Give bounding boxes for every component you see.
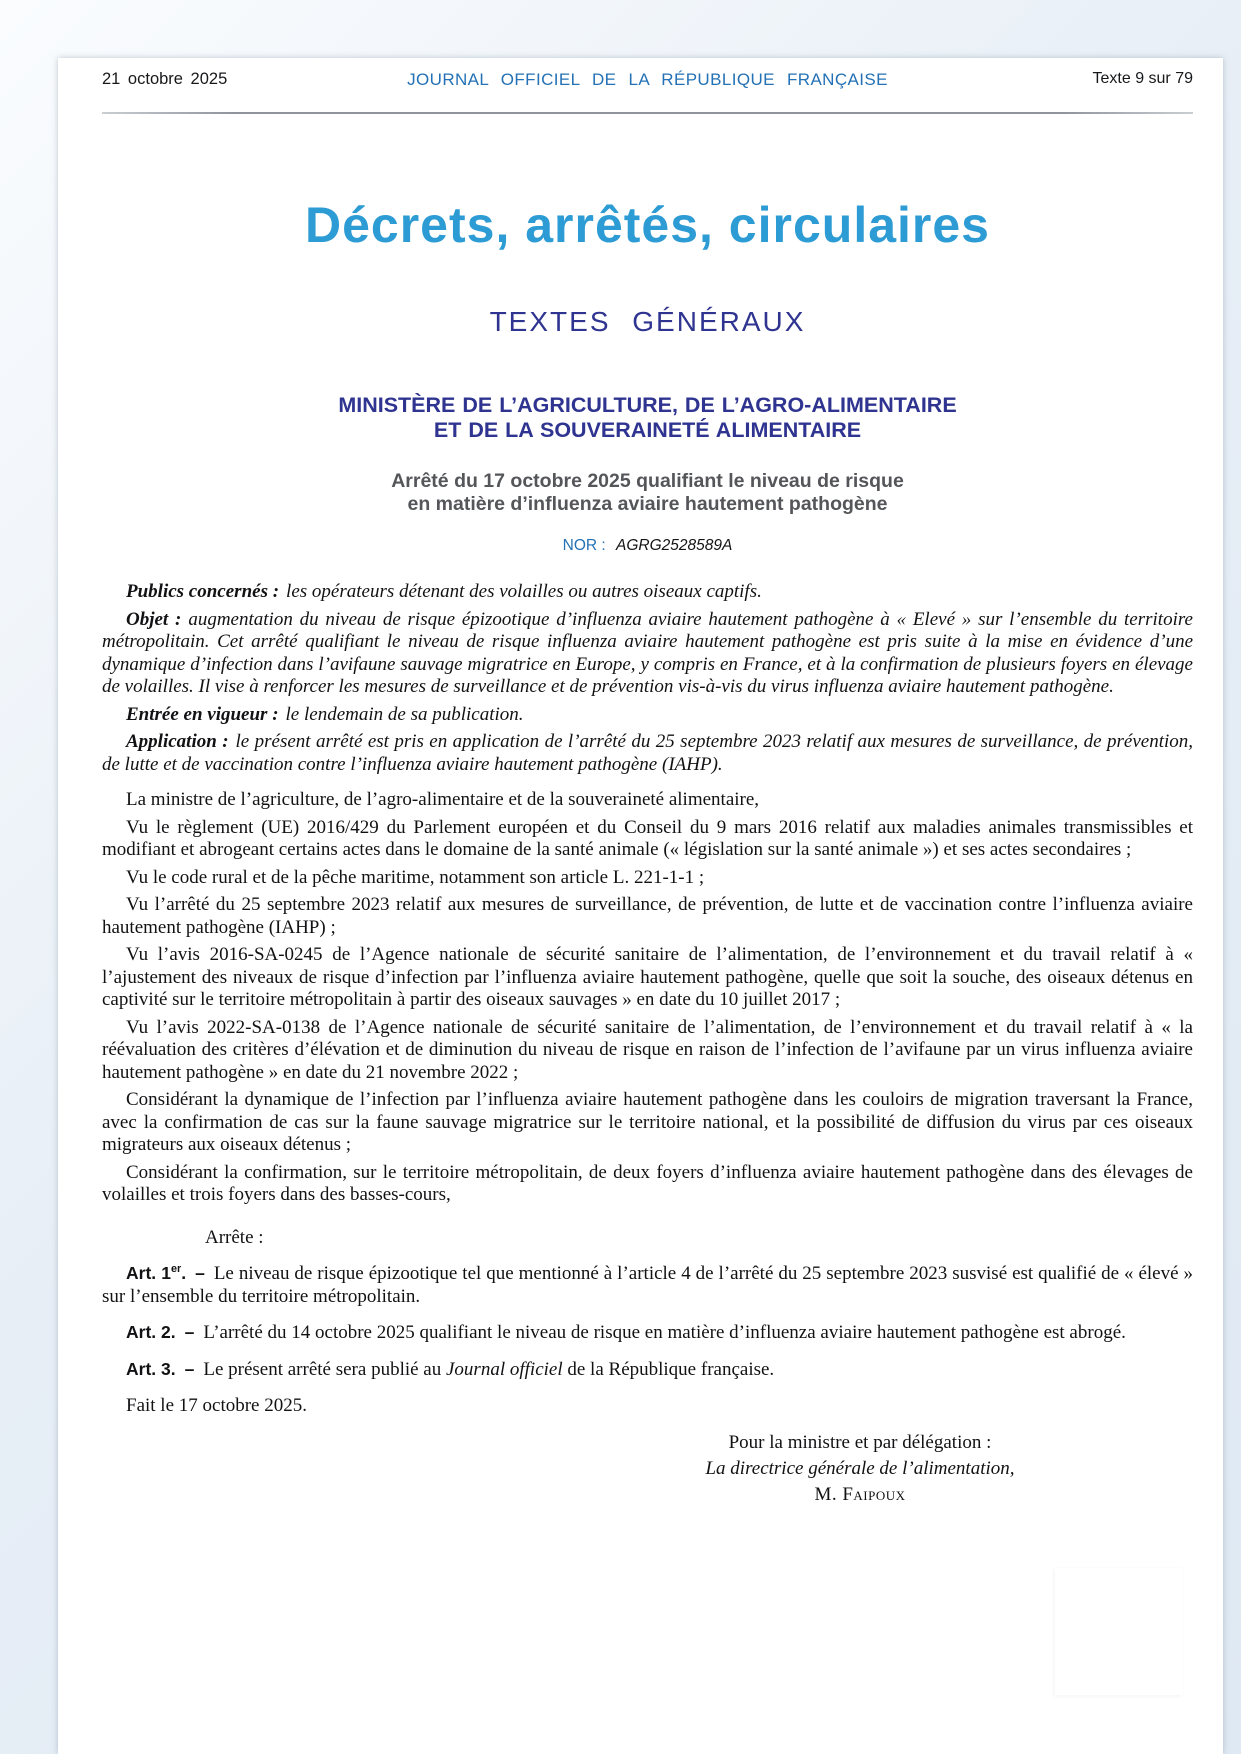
considerant-paragraph: Considérant la confirmation, sur le territoire métropolitain, de deux foyers d’influenza aviaire hautement pathogène dans des élevages de volailles et trois foyers dans des basses-cours, bbox=[102, 1161, 1193, 1205]
header-date: 21 octobre 2025 bbox=[102, 70, 228, 88]
ministry-line-2: ET DE LA SOUVERAINETÉ ALIMENTAIRE bbox=[433, 418, 862, 442]
visa-paragraph: Vu l’arrêté du 25 septembre 2023 relatif aux mesures de surveillance, de prévention, de lutte et de vaccination contre l’influenza aviaire hautement pathogène (IAHP) ; bbox=[102, 894, 1193, 938]
notice-publics bbox=[102, 581, 1193, 604]
signature-name: M. Faipoux bbox=[814, 1483, 906, 1505]
article-3-text-post: de la République française. bbox=[562, 1358, 775, 1380]
article-3-journal-officiel: Journal officiel bbox=[446, 1358, 563, 1380]
article-1-label: Art. 1er. bbox=[126, 1263, 187, 1283]
article-2-text: L’arrêté du 14 octobre 2025 qualifiant le niveau de risque en matière d’influenza aviaire hautement pathogène est abrogé. bbox=[203, 1322, 1126, 1343]
notice-objet-text: augmentation du niveau de risque épizootique d’influenza aviaire hautement pathogène à « Elevé » sur l’ensemble du territoire métropolitain. Cet arrêté qualifiant le niveau de risque influenza aviaire hautement pathogène est pris suite à la mise en évidence d’une dynamique d’infection dans l’avifaune sauvage migratrice en Europe, y compris en France, et à la confirmation de plusieurs foyers en élevage de volailles. Il vise à renforcer les mesures de surveillance et de prévention vis-à-vis du virus influenza aviaire hautement pathogène. bbox=[102, 608, 1193, 697]
act-title bbox=[102, 470, 1193, 516]
considerant-paragraph: Considérant la dynamique de l’infection par l’influenza aviaire hautement pathogène dans les couloirs de migration traversant la France, avec la confirmation de cas sur la faune sauvage migratrice sur le territoire national, et la possibilité de diffusion du virus par ces oiseaux migrateurs aux oiseaux détenus ; bbox=[102, 1089, 1193, 1155]
article-2 bbox=[102, 1321, 1193, 1345]
nor-value: AGRG2528589A bbox=[616, 537, 733, 554]
visa-paragraph: Vu le règlement (UE) 2016/429 du Parlement européen et du Conseil du 9 mars 2016 relatif aux maladies animales transmissibles et modifiant et abrogeant certains actes dans le domaine de la santé animale (« législation sur la santé animale ») et ses actes secondaires ; bbox=[102, 816, 1193, 860]
article-3-dash: – bbox=[184, 1358, 195, 1379]
ministry-line-1: MINISTÈRE DE L’AGRICULTURE, DE L’AGRO-ALIMENTAIRE bbox=[338, 393, 957, 417]
visa-paragraph: Vu l’avis 2022-SA-0138 de l’Agence nationale de sécurité sanitaire de l’alimentation, de l’environnement et du travail relatif à « la réévaluation des critères d’élévation et de diminution du niveau de risque en raison de l’infection de l’avifaune par un virus influenza aviaire hautement pathogène » en date du 21 novembre 2022 ; bbox=[102, 1016, 1193, 1083]
signature-block bbox=[580, 1430, 1140, 1508]
nor-line bbox=[102, 537, 1193, 555]
article-1-sup: er bbox=[170, 1263, 182, 1276]
notice-objet-label: Objet : bbox=[126, 608, 182, 630]
notice-application bbox=[102, 731, 1193, 776]
minister-line: La ministre de l’agriculture, de l’agro-alimentaire et de la souveraineté alimentaire, bbox=[126, 789, 760, 810]
article-1-text: Le niveau de risque épizootique tel que mentionné à l’article 4 de l’arrêté du 25 septembre 2023 susvisé est qualifié de « élevé » sur l’ensemble du territoire métropolitain. bbox=[102, 1263, 1193, 1307]
notice-objet bbox=[102, 609, 1193, 699]
article-2-label: Art. 2. bbox=[126, 1322, 176, 1342]
header-text-number: Texte 9 sur 79 bbox=[1092, 70, 1193, 87]
document-page bbox=[58, 58, 1223, 1754]
arrete-word: Arrête : bbox=[205, 1226, 264, 1248]
signature-delegation-line: Pour la ministre et par délégation : bbox=[728, 1431, 992, 1453]
notice-entree-text: le lendemain de sa publication. bbox=[285, 703, 524, 725]
signature-role-line: La directrice générale de l’alimentation, bbox=[705, 1457, 1015, 1479]
notice-entree-en-vigueur bbox=[102, 704, 1193, 727]
header-journal-title: JOURNAL OFFICIEL DE LA RÉPUBLIQUE FRANÇAISE bbox=[407, 70, 888, 89]
subsection-title: TEXTES GÉNÉRAUX bbox=[489, 306, 806, 337]
act-body bbox=[102, 581, 1193, 1508]
article-3-label: Art. 3. bbox=[126, 1358, 176, 1379]
visa-paragraph: Vu le code rural et de la pêche maritime, notamment son article L. 221-1-1 ; bbox=[126, 866, 705, 888]
running-header bbox=[102, 70, 1193, 94]
article-1 bbox=[102, 1262, 1193, 1308]
act-title-line-1: Arrêté du 17 octobre 2025 qualifiant le niveau de risque bbox=[391, 470, 904, 492]
notice-entree-label: Entrée en vigueur : bbox=[126, 703, 279, 725]
notice-application-label: Application : bbox=[126, 731, 229, 752]
header-rule bbox=[102, 112, 1193, 114]
section-title: Décrets, arrêtés, circulaires bbox=[305, 197, 990, 253]
done-at-line: Fait le 17 octobre 2025. bbox=[126, 1395, 307, 1416]
notice-application-text: le présent arrêté est pris en application de l’arrêté du 25 septembre 2023 relatif aux mesures de surveillance, de prévention, de lutte et de vaccination contre l’influenza aviaire hautement pathogène (IAHP). bbox=[102, 731, 1194, 775]
ministry-heading bbox=[102, 393, 1193, 443]
nor-label: NOR : bbox=[562, 537, 606, 554]
article-2-dash: – bbox=[184, 1322, 195, 1342]
article-3-text-pre: Le présent arrêté sera publié au bbox=[203, 1358, 446, 1380]
page-overlay-box bbox=[1055, 1568, 1183, 1695]
article-1-dash: – bbox=[195, 1263, 205, 1283]
act-title-line-2: en matière d’influenza aviaire hautement pathogène bbox=[407, 493, 888, 515]
notice-publics-label: Publics concernés : bbox=[126, 581, 280, 602]
page-content bbox=[58, 58, 1223, 1508]
article-3 bbox=[102, 1358, 1193, 1382]
notice-publics-text: les opérateurs détenant des volailles ou autres oiseaux captifs. bbox=[286, 581, 762, 602]
visa-paragraph: Vu l’avis 2016-SA-0245 de l’Agence nationale de sécurité sanitaire de l’alimentation, de l’environnement et du travail relatif à « l’ajustement des niveaux de risque d’infection par l’influenza aviaire hautement pathogène, quelle que soit la souche, des oiseaux détenus en captivité sur le territoire métropolitain à partir des oiseaux sauvages » en date du 10 juillet 2017 ; bbox=[102, 944, 1193, 1010]
